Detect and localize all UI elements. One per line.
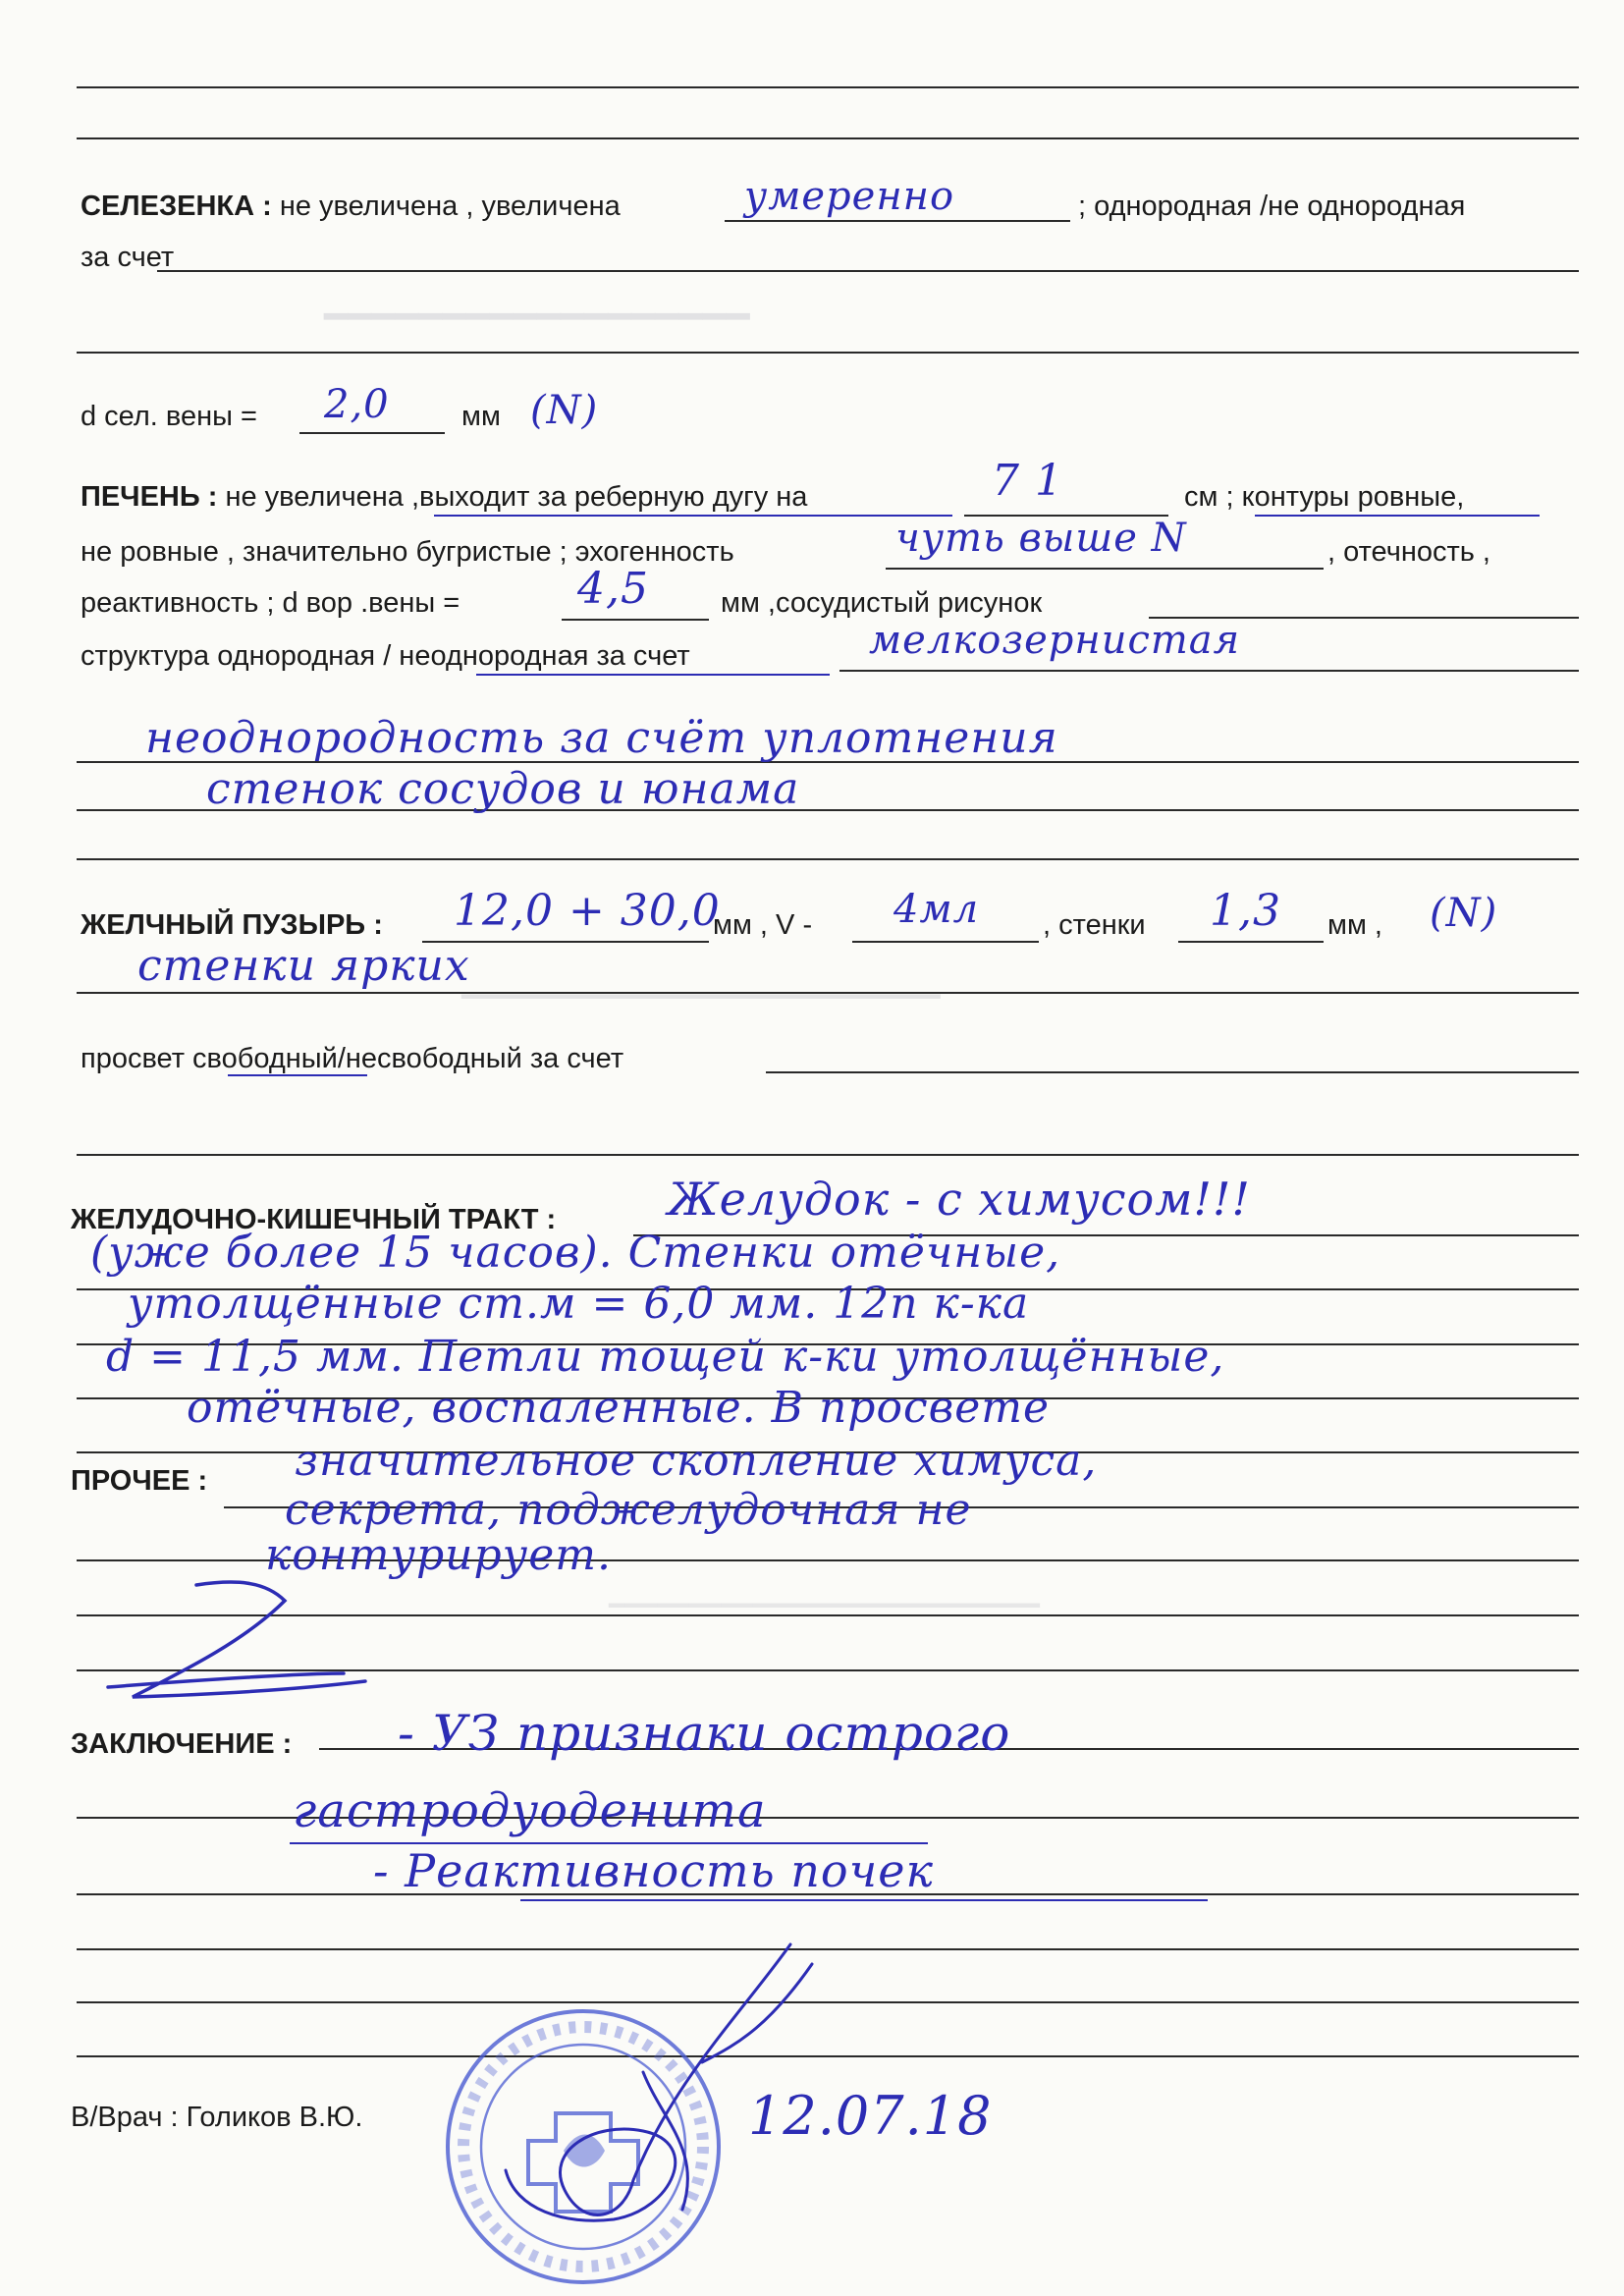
ruled-line xyxy=(766,1071,1579,1073)
liver-portal-label: реактивность ; d вор .вены = xyxy=(81,587,460,619)
conclusion-heading: ЗАКЛЮЧЕНИЕ : xyxy=(71,1728,293,1760)
liver-echogenicity-value: чуть выше N xyxy=(895,516,1187,561)
gallbladder-wall-value: 1,3 xyxy=(1210,886,1281,936)
gi-tract-hw-line: Желудок - с химусом!!! xyxy=(668,1173,1251,1226)
blank-line xyxy=(562,619,709,621)
blank-line xyxy=(1178,941,1324,943)
liver-structure-label: структура однородная / неоднородная за счет xyxy=(81,640,690,672)
gi-tract-hw-line: значительное скопление химуса, xyxy=(295,1436,1098,1486)
blank-line xyxy=(886,568,1324,570)
handwritten-underline xyxy=(228,1074,367,1076)
conclusion-hw-line: - УЗ признаки острого xyxy=(398,1705,1011,1762)
ruled-line xyxy=(839,670,1579,672)
ruled-line xyxy=(77,86,1579,88)
liver-edema-label: , отечность , xyxy=(1327,536,1490,568)
spleen-options: не увеличена , увеличена xyxy=(279,191,621,222)
doctor-signature-line xyxy=(71,2104,362,2132)
spleen-homogeneity: ; однородная /не однородная xyxy=(1078,191,1466,222)
spleen-vein-value: 2,0 xyxy=(324,382,390,427)
spleen-section xyxy=(81,192,621,221)
show-through-shadow: ━━━━━━━━━━━━━━━━━━ xyxy=(324,296,750,339)
ruled-line xyxy=(157,270,1579,272)
spleen-vein-label: d сел. вены = xyxy=(81,401,257,432)
blank-line xyxy=(725,220,1070,222)
liver-portal-value: 4,5 xyxy=(577,564,649,614)
doctor-signature xyxy=(447,1925,859,2249)
conclusion-hw-line: гастродуоденита xyxy=(293,1783,767,1838)
liver-heading: ПЕЧЕНЬ : xyxy=(81,481,218,513)
gallbladder-note: стенки ярких xyxy=(137,941,470,991)
gi-tract-hw-line: утолщённые ст.м = 6,0 мм. 12п к-ка xyxy=(128,1279,1030,1329)
gi-tract-hw-line: отёчные, воспаленные. В просвете xyxy=(187,1383,1050,1433)
z-strike-mark xyxy=(88,1571,373,1719)
show-through-shadow: ━━━━━━━━━━━━━━━━━━━━━━━━━━━ xyxy=(609,1591,1040,1620)
gallbladder-wall-label: , стенки xyxy=(1043,909,1146,941)
liver-structure-hw-1: мелкозернистая xyxy=(869,618,1241,663)
gallbladder-wall-unit: мм , xyxy=(1327,909,1382,941)
gi-tract-hw-line: секрета, поджелудочная не xyxy=(285,1485,972,1535)
gallbladder-volume-label: мм , V - xyxy=(713,909,813,941)
gi-tract-heading: ЖЕЛУДОЧНО-КИШЕЧНЫЙ ТРАКТ : xyxy=(71,1204,557,1235)
doctor-name: Голиков В.Ю. xyxy=(186,2102,363,2133)
liver-section xyxy=(81,483,807,512)
ruled-line xyxy=(77,858,1579,860)
ruled-line xyxy=(77,992,1579,994)
gallbladder-lumen-label: просвет свободный/несвободный за счет xyxy=(81,1043,624,1074)
handwritten-underline xyxy=(476,674,830,676)
gi-tract-hw-line: контурирует. xyxy=(265,1530,612,1580)
ruled-line xyxy=(77,1154,1579,1156)
doctor-label: В/Врач : xyxy=(71,2102,179,2133)
blank-line xyxy=(852,941,1039,943)
liver-options: не увеличена ,выходит за реберную дугу на xyxy=(225,481,808,513)
spleen-vein-note: (N) xyxy=(530,388,599,433)
handwritten-underline xyxy=(434,515,952,517)
ruled-line xyxy=(77,137,1579,139)
spleen-due-to-label: за счет xyxy=(81,242,175,273)
handwritten-underline xyxy=(520,1899,1208,1901)
ruled-line xyxy=(77,352,1579,354)
gallbladder-volume-value: 4мл xyxy=(893,887,980,932)
handwritten-underline xyxy=(1255,515,1540,517)
gi-tract-hw-line: (уже более 15 часов). Стенки отёчные, xyxy=(90,1228,1061,1278)
liver-contours: см ; контуры ровные, xyxy=(1184,481,1465,513)
report-date: 12.07.18 xyxy=(748,2085,993,2147)
spleen-vein-unit: мм xyxy=(461,401,501,432)
liver-structure-hw-3: стенок сосудов и юнама xyxy=(206,764,800,814)
gallbladder-wall-note: (N) xyxy=(1430,891,1498,936)
spleen-size-handwriting: умеренно xyxy=(744,174,955,219)
spleen-heading: СЕЛЕЗЕНКА : xyxy=(81,191,272,222)
liver-echogenicity-label: не ровные , значительно бугристые ; эхогенность xyxy=(81,536,734,568)
gallbladder-size-value: 12,0 + 30,0 xyxy=(454,886,721,936)
show-through-shadow: ━━━━━━━━━━━━━━━━━━━━━━━━━━━━━━ xyxy=(461,982,941,1011)
liver-structure-hw-2: неоднородность за счёт уплотнения xyxy=(145,713,1058,763)
liver-vascular-label: мм ,сосудистый рисунок xyxy=(721,587,1043,619)
blank-line xyxy=(299,432,445,434)
gallbladder-heading: ЖЕЛЧНЫЙ ПУЗЫРЬ : xyxy=(81,909,383,941)
conclusion-hw-line: - Реактивность почек xyxy=(373,1844,934,1897)
liver-arc-value: 7 1 xyxy=(992,456,1063,506)
other-heading: ПРОЧЕЕ : xyxy=(71,1465,208,1497)
gi-tract-hw-line: d = 11,5 мм. Петли тощей к-ки утолщённые, xyxy=(106,1332,1225,1382)
